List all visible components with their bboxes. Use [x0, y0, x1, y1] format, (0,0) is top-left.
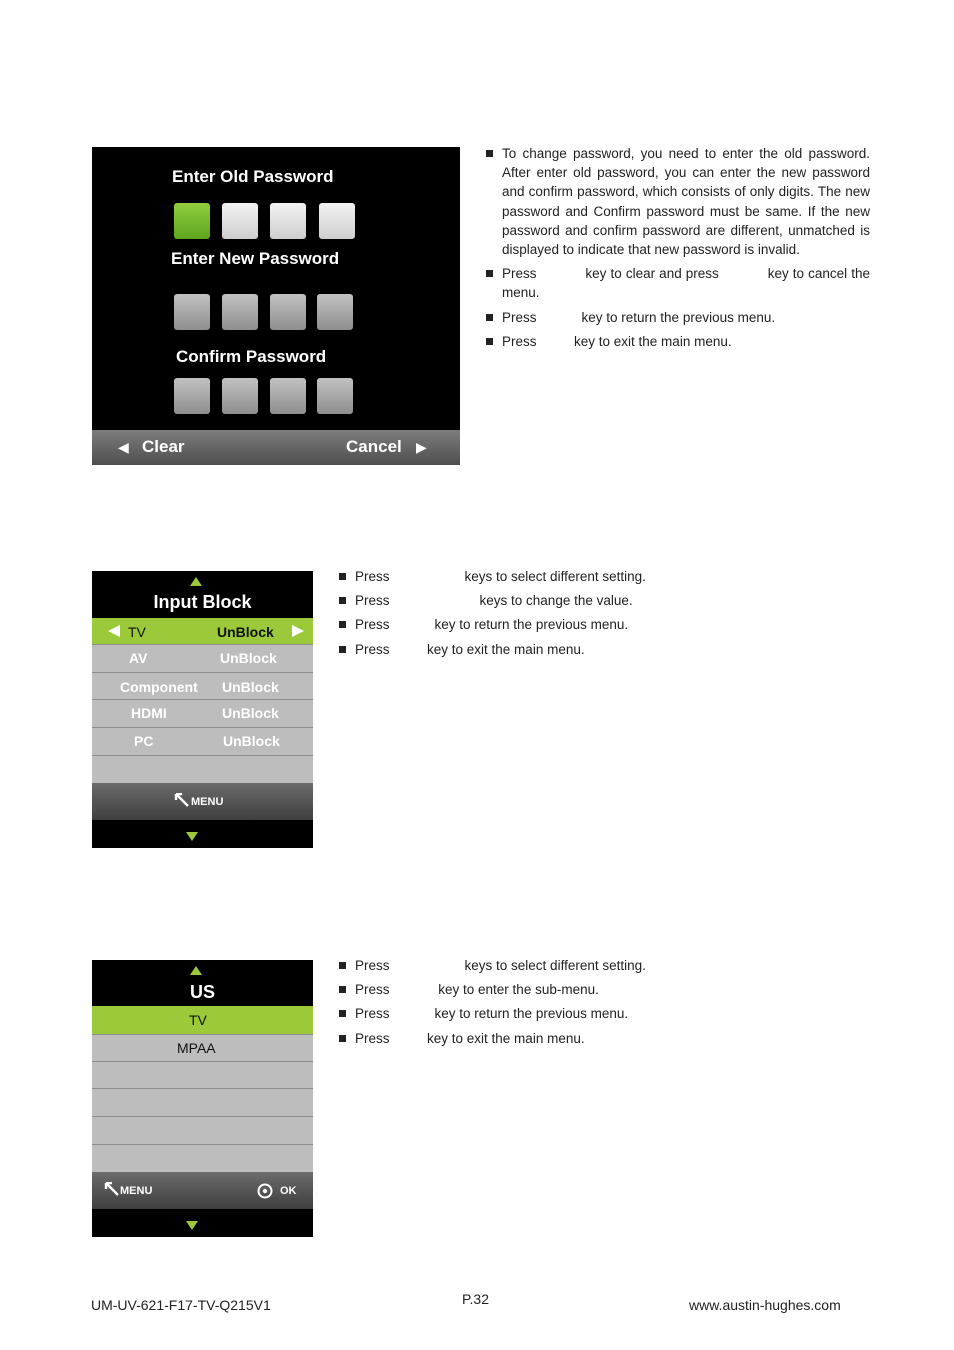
input-row-tv[interactable]: [92, 618, 313, 644]
us-row-empty: [92, 1116, 313, 1144]
note-text: Press key to enter the sub-menu.: [355, 982, 599, 998]
us-row-empty: [92, 1061, 313, 1088]
new-password-digit-2[interactable]: [222, 294, 258, 330]
down-arrow-icon: [186, 832, 198, 841]
note-text: Press key to exit the main menu.: [355, 1030, 585, 1046]
new-password-digit-3[interactable]: [270, 294, 306, 330]
up-arrow-icon: [190, 966, 202, 975]
confirm-password-digit-3[interactable]: [270, 378, 306, 414]
note-text: Press keys to select different setting.: [355, 958, 646, 973]
list-item: [339, 567, 759, 586]
old-password-digit-2[interactable]: [222, 203, 258, 239]
list-item: [339, 615, 759, 634]
note-text: Press key to return the previous menu.: [502, 309, 776, 325]
list-item: [486, 144, 870, 259]
input-row-component[interactable]: [92, 672, 313, 699]
website-link[interactable]: www.austin-hughes.com: [689, 1297, 841, 1313]
row-source: HDMI: [131, 705, 167, 721]
cancel-button[interactable]: Cancel: [346, 437, 402, 456]
ok-icon[interactable]: [257, 1183, 273, 1199]
page-number: P.32: [462, 1291, 489, 1307]
new-password-digit-4[interactable]: [317, 294, 353, 330]
input-row-pc[interactable]: [92, 727, 313, 755]
old-password-digit-1[interactable]: [174, 203, 210, 239]
us-notes: [339, 956, 759, 1053]
note-text: Press key to exit the main menu.: [355, 641, 585, 657]
row-value: UnBlock: [222, 679, 279, 695]
old-password-digit-3[interactable]: [270, 203, 306, 239]
menu-footer: [92, 783, 313, 820]
input-block-menu: [92, 571, 313, 848]
down-arrow-icon: [186, 1221, 198, 1230]
list-item: [339, 1004, 759, 1023]
row-label: MPAA: [177, 1040, 216, 1056]
old-password-title: Enter Old Password: [172, 167, 334, 186]
row-label: TV: [189, 1012, 207, 1028]
left-arrow-icon[interactable]: [108, 625, 120, 637]
us-row-empty: [92, 1144, 313, 1172]
note-text: To change password, you need to enter the old password. After enter old password, you can enter the new password and confirm password, which consists of only digits. The new password and Confirm password must be same. If the new password and confirm password are different, unmatched is displayed to indicate that new password is invalid.: [502, 146, 870, 258]
confirm-password-digit-1[interactable]: [174, 378, 210, 414]
right-arrow-icon[interactable]: ▶: [416, 439, 427, 455]
right-arrow-icon[interactable]: [292, 625, 304, 637]
menu-header: [92, 960, 313, 1006]
return-icon[interactable]: [174, 793, 190, 807]
row-value: UnBlock: [223, 733, 280, 749]
input-row-empty: [92, 755, 313, 783]
left-arrow-icon[interactable]: ◀: [118, 439, 129, 455]
row-source: AV: [129, 650, 148, 666]
menu-title: US: [189, 982, 215, 1002]
us-row-empty: [92, 1088, 313, 1116]
new-password-title: Enter New Password: [171, 249, 340, 268]
note-text: Press keys to change the value.: [355, 593, 633, 609]
confirm-password-title: Confirm Password: [176, 347, 327, 366]
list-item: [339, 956, 759, 975]
row-value: UnBlock: [217, 624, 274, 640]
document-id: UM-UV-621-F17-TV-Q215V1: [91, 1297, 271, 1313]
input-row-hdmi[interactable]: [92, 699, 313, 727]
menu-title: Input Block: [153, 592, 252, 612]
row-value: UnBlock: [220, 650, 277, 666]
list-item: [486, 332, 870, 351]
menu-key-label[interactable]: MENU: [120, 1185, 153, 1197]
note-text: Press key to return the previous menu.: [355, 617, 629, 633]
ok-key-label[interactable]: OK: [280, 1185, 297, 1197]
us-row-tv[interactable]: [92, 1006, 313, 1034]
list-item: [339, 980, 759, 999]
old-password-digit-4[interactable]: [319, 203, 355, 239]
row-source: PC: [134, 733, 154, 749]
input-row-av[interactable]: [92, 644, 313, 672]
password-panel: [92, 147, 460, 465]
row-source: Component: [120, 679, 198, 695]
list-item: [339, 1029, 759, 1048]
confirm-password-digit-2[interactable]: [222, 378, 258, 414]
input-block-notes: [339, 567, 759, 664]
password-notes: [486, 144, 874, 356]
return-icon[interactable]: [104, 1182, 120, 1196]
clear-button[interactable]: Clear: [142, 437, 185, 456]
menu-key-label[interactable]: MENU: [191, 796, 224, 808]
list-item: [339, 640, 759, 659]
row-source: TV: [128, 624, 146, 640]
note-text: Press key to clear and press key to cancel the menu.: [502, 266, 874, 301]
row-value: UnBlock: [222, 705, 279, 721]
new-password-digit-1[interactable]: [174, 294, 210, 330]
menu-footer: [92, 1172, 313, 1209]
confirm-password-digit-4[interactable]: [317, 378, 353, 414]
password-action-bar: [92, 430, 460, 465]
list-item: [486, 264, 874, 302]
note-text: Press keys to select different setting.: [355, 569, 646, 584]
list-item: [339, 591, 759, 610]
us-row-mpaa[interactable]: [92, 1034, 313, 1061]
menu-header: [92, 571, 313, 618]
note-text: Press key to exit the main menu.: [502, 333, 732, 349]
list-item: [486, 308, 870, 327]
up-arrow-icon: [190, 577, 202, 586]
us-rating-menu: [92, 960, 313, 1237]
note-text: Press key to return the previous menu.: [355, 1006, 629, 1022]
